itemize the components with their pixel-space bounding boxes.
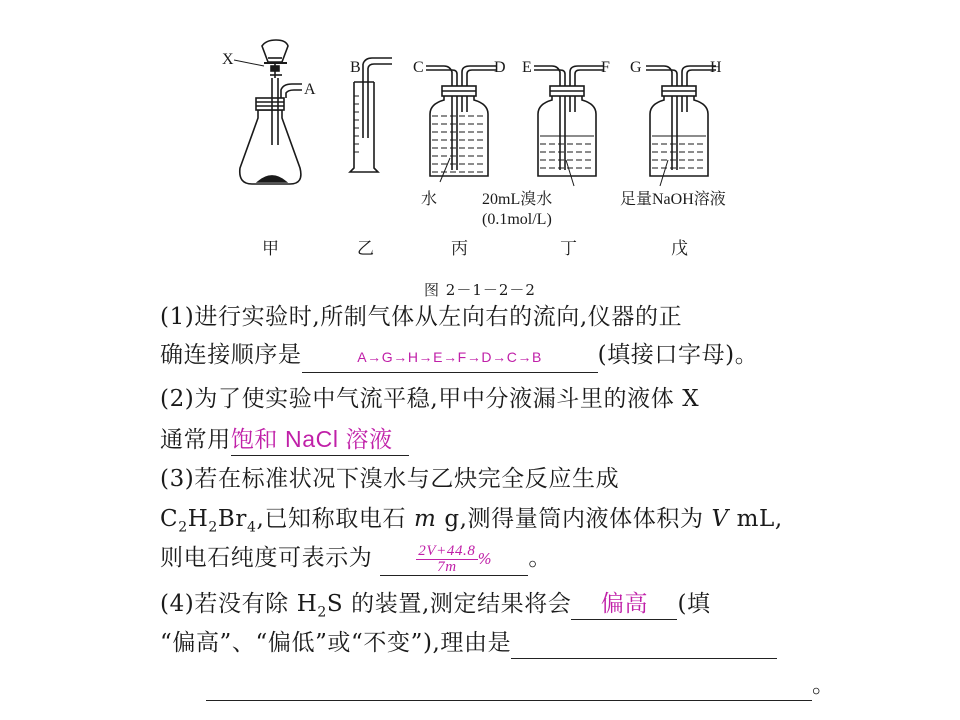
q3-line2: $C_2H_2Br_4$,已知称取电石 m g,测得量筒内液体体积为 V mL, [160, 506, 783, 536]
port-label-g: G [630, 59, 642, 76]
q1-line1: (1)进行实验时,所制气体从左向右的流向,仪器的正 [160, 304, 683, 330]
q2-answer-blank [231, 424, 409, 456]
q3-answer-fraction: $\frac{2V+44.8}{7m}$ [418, 542, 476, 575]
port-label-x: X [222, 51, 234, 68]
q1-answer-blank [302, 340, 598, 373]
q2-prefix: 通常用 [160, 427, 231, 453]
q3-line3: 则电石纯度可表示为 $\frac{2V+44.8}{7m}$ % 。 [160, 542, 552, 575]
q4-answer: 偏高 [600, 590, 649, 616]
q2-line2 [160, 424, 409, 456]
var-v: V [711, 506, 729, 532]
q3-prefix: 则电石纯度可表示为 [160, 545, 373, 571]
apparatus-figure [0, 0, 960, 280]
q4-line2: “偏高”、“偏低”或“不变”),理由是 [160, 628, 777, 659]
port-label-e: E [522, 59, 532, 76]
port-label-f: F [601, 59, 610, 76]
q1-prefix: 确连接顺序是 [160, 342, 302, 368]
port-label-a: A [304, 81, 316, 98]
q1-answer: A→G→H→E→F→D→C→B [357, 349, 542, 365]
flask-jia [234, 40, 302, 184]
q3-answer-blank: $\frac{2V+44.8}{7m}$ % [380, 543, 528, 576]
figure-caption: 图 2－1－2－2 [424, 281, 536, 299]
q2-line1: (2)为了使实验中气流平稳,甲中分液漏斗里的液体 X [160, 386, 700, 412]
port-label-b: B [350, 59, 361, 76]
port-label-c: C [413, 59, 424, 76]
label-bromine-water: 20mL溴水 [482, 191, 553, 208]
name-jia: 甲 [262, 239, 279, 258]
q4-reason-blank [511, 628, 777, 659]
name-yi: 乙 [357, 239, 374, 258]
name-bing: 丙 [451, 239, 468, 258]
label-naoh: 足量NaOH溶液 [620, 191, 726, 208]
bottle-bing [426, 66, 496, 182]
q4-line1: (4)若没有除 $H_2S$ 的装置,测定结果将会 偏高 (填 [160, 590, 711, 621]
port-label-d: D [494, 59, 506, 76]
q4-answer-blank [571, 588, 677, 620]
bottle-wu [646, 66, 716, 186]
var-m: m [413, 506, 437, 532]
q1-suffix: (填接口字母)。 [597, 342, 759, 368]
label-bromine-conc: (0.1mol/L) [482, 211, 552, 228]
bottle-ding [534, 66, 604, 186]
label-water: 水 [421, 191, 438, 208]
name-ding: 丁 [560, 239, 577, 258]
q1-line2 [160, 340, 758, 373]
q4-reason-blank-2 [206, 670, 812, 701]
q3-line1: (3)若在标准状况下溴水与乙炔完全反应生成 [160, 466, 620, 492]
name-wu: 戊 [671, 239, 688, 258]
q4-line3: 。 [206, 670, 836, 701]
port-label-h: H [710, 59, 722, 76]
formula-c2h2br4: $C_2H_2Br_4$ [160, 506, 257, 536]
q2-answer: 饱和 NaCl 溶液 [230, 426, 393, 452]
